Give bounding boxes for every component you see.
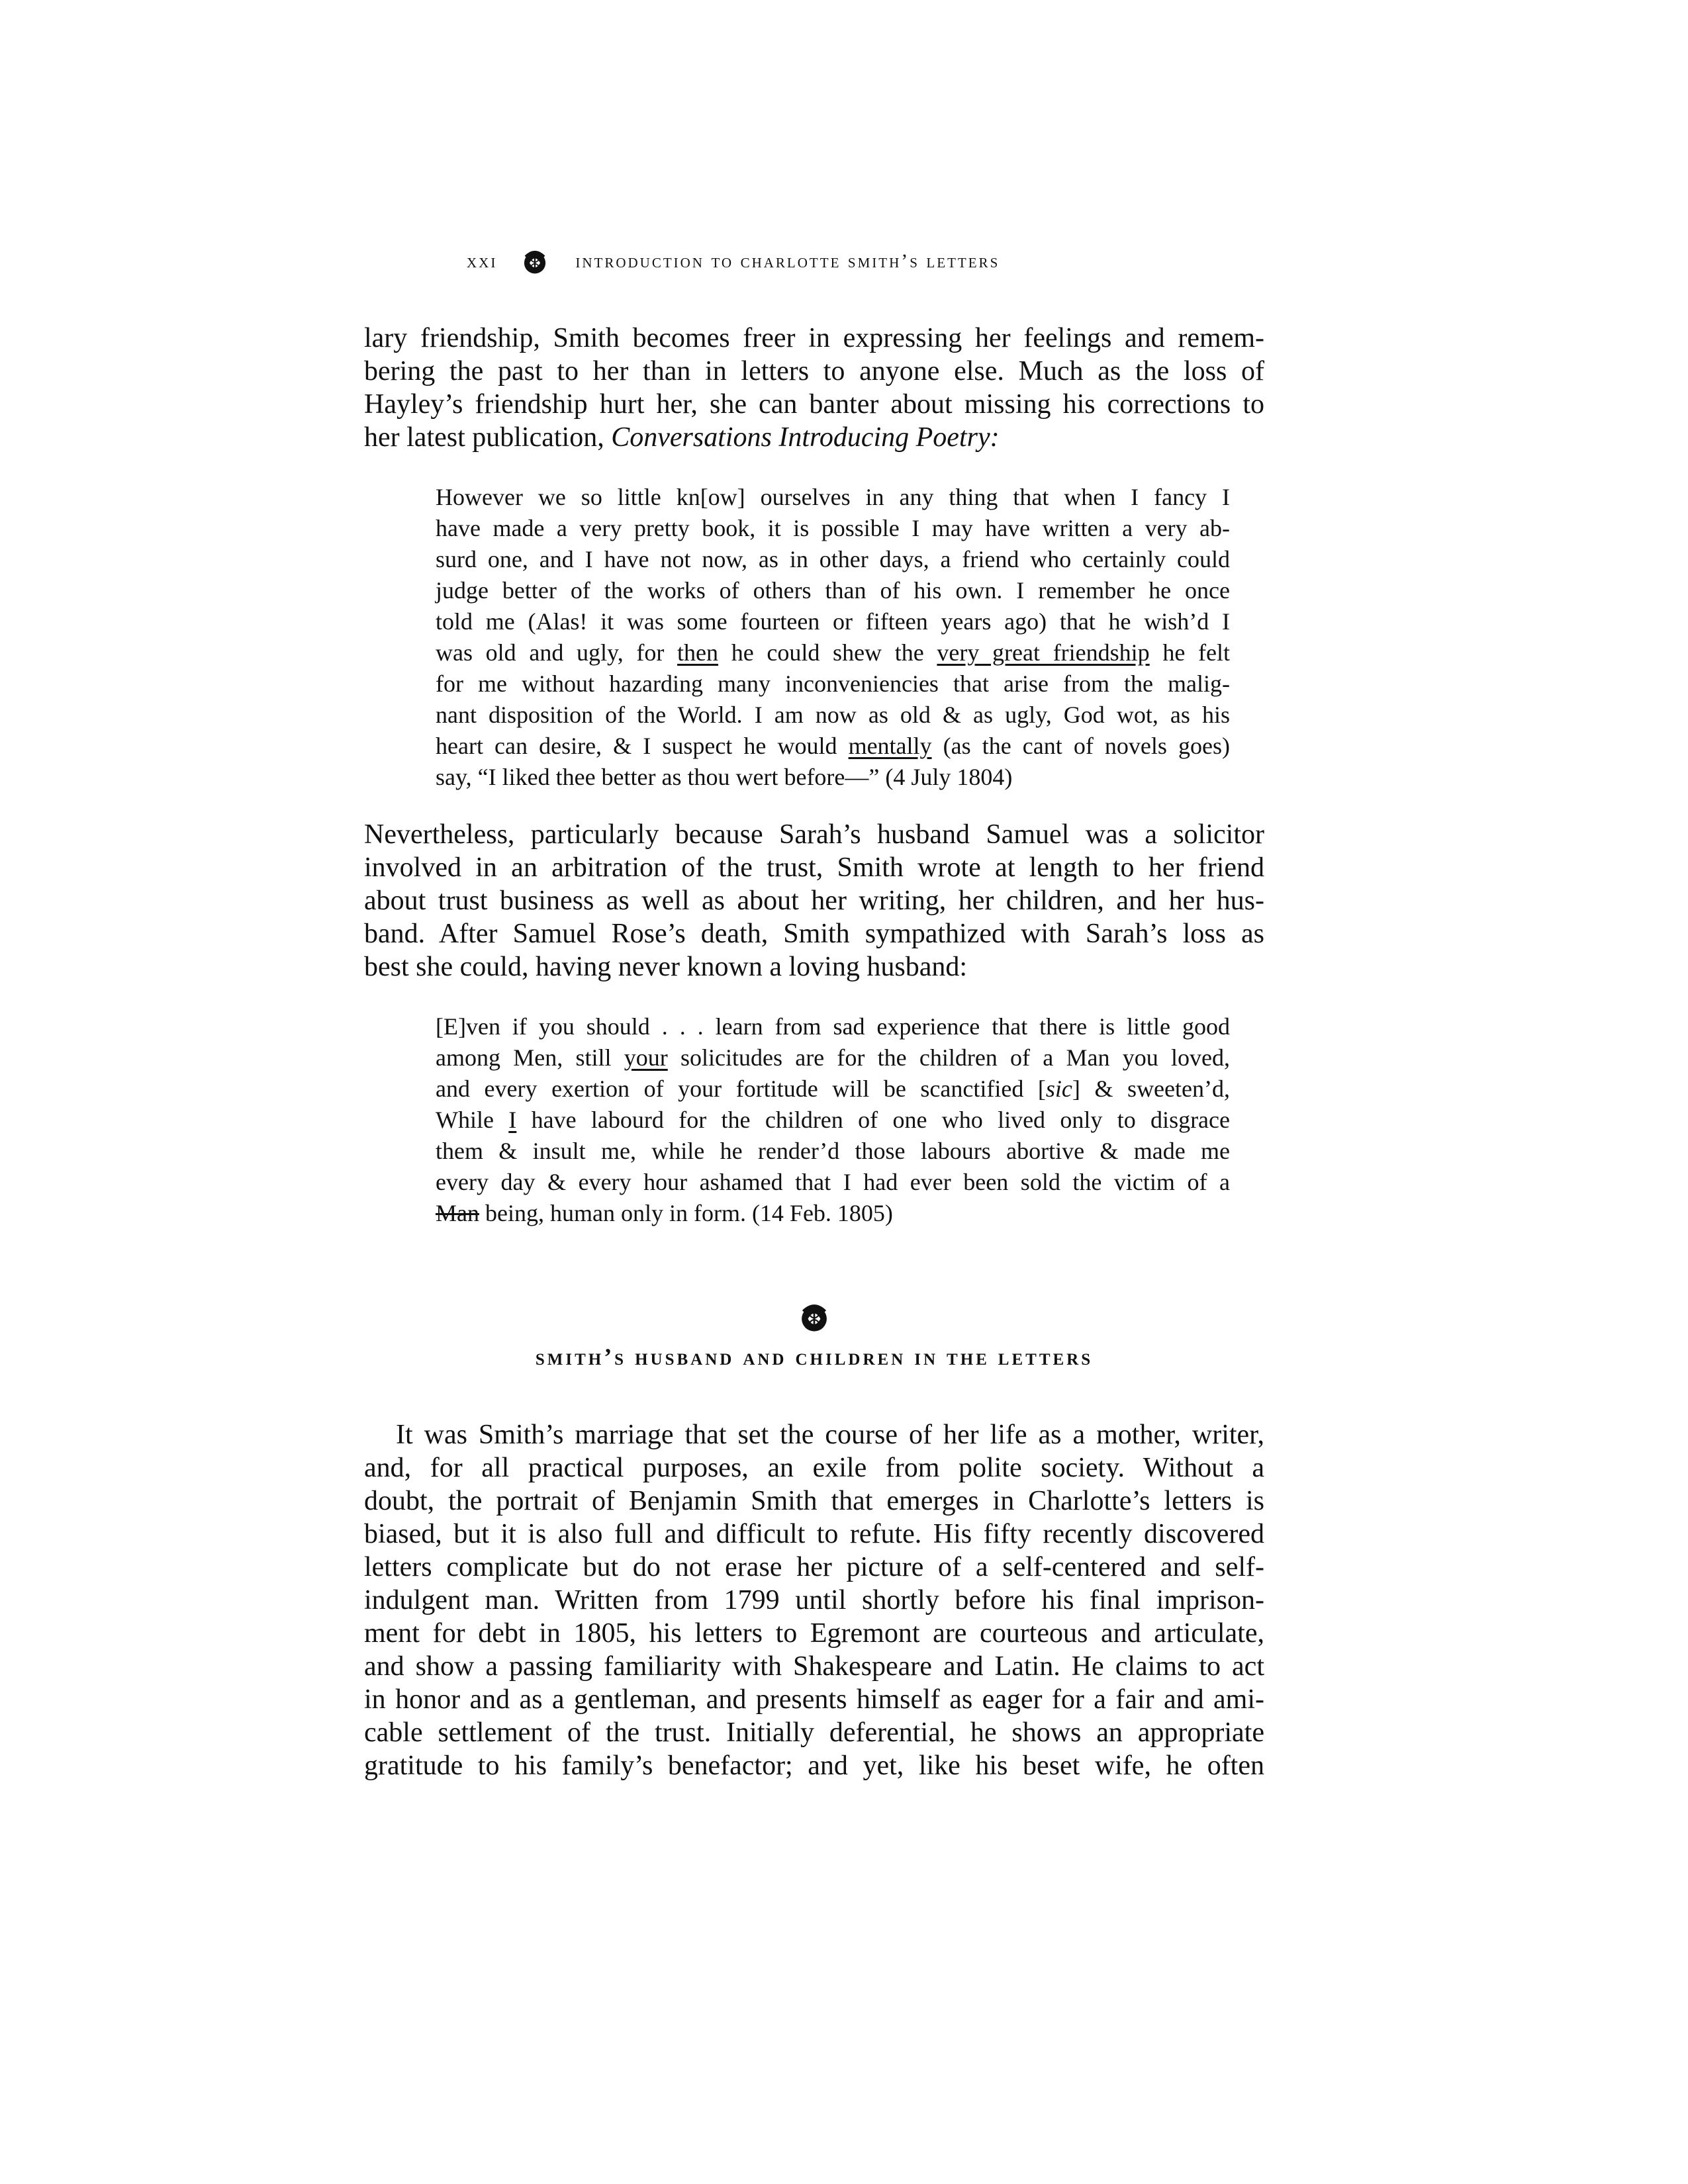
running-head-title: introduction to charlotte smith’s letters (575, 250, 1000, 272)
underlined-word: your (624, 1044, 668, 1071)
section-heading: smith’s husband and children in the letters (535, 1343, 1094, 1370)
thistle-ornament-icon (796, 1299, 832, 1335)
sic-marker: sic (1045, 1075, 1072, 1102)
paragraph-line: lary friendship, Smith becomes freer in expressing her feelings and remem- (364, 323, 1264, 353)
quote-line: them & insult me, while he render’d those labours abortive & made me (436, 1138, 1230, 1164)
quote-text: While (436, 1107, 509, 1133)
paragraph-2 (364, 818, 1264, 983)
quote-line: have made a very pretty book, it is possible I may have written a very ab- (436, 515, 1230, 541)
quote-text: being, human only in form. (14 Feb. 1805) (479, 1200, 893, 1226)
quote-line: [E]ven if you should . . . learn from sad experience that there is little good (436, 1013, 1230, 1040)
page (364, 238, 1264, 1782)
quote-line: every day & every hour ashamed that I had ever been sold the victim of a (436, 1169, 1230, 1195)
paragraph-line: biased, but it is also full and difficult to refute. His fifty recently discovered (364, 1519, 1264, 1549)
quote-text: have labourd for the children of one who lived only to disgrace (516, 1107, 1230, 1133)
book-title: Conversations Introducing Poetry: (611, 422, 1000, 453)
paragraph-line: bering the past to her than in letters to anyone else. Much as the loss of (364, 356, 1264, 387)
paragraph-3 (364, 1418, 1264, 1782)
thistle-ornament-icon (520, 246, 550, 277)
quote-text: (as the cant of novels goes) (931, 733, 1230, 759)
paragraph-line: cable settlement of the trust. Initially deferential, he shows an appropriate (364, 1717, 1264, 1748)
quote-line (436, 1042, 1230, 1073)
paragraph-line: about trust business as well as about her writing, her children, and her hus- (364, 886, 1264, 916)
quote-line: surd one, and I have not now, as in other days, a friend who certainly could (436, 546, 1230, 572)
paragraph-1 (364, 322, 1264, 454)
paragraph-line: indulgent man. Written from 1799 until shortly before his final imprison- (364, 1585, 1264, 1615)
quote-line: for me without hazarding many inconveniencies that arise from the malig- (436, 670, 1230, 697)
underlined-word: mentally (848, 733, 932, 759)
quote-line: say, “I liked thee better as thou wert before—” (4 July 1804) (436, 764, 1013, 790)
quote-line (436, 1105, 1230, 1136)
page-number: xxi (467, 250, 498, 272)
paragraph-line: letters complicate but do not erase her picture of a self-centered and self- (364, 1552, 1264, 1582)
paragraph-line: and, for all practical purposes, an exile from polite society. Without a (364, 1453, 1264, 1483)
quote-text: he felt (1149, 639, 1230, 666)
quote-line (436, 1198, 1230, 1229)
paragraph-line: gratitude to his family’s benefactor; and yet, like his beset wife, he often (364, 1751, 1264, 1781)
quote-text: and every exertion of your fortitude will be scanctified [ (436, 1075, 1046, 1102)
quote-line (436, 637, 1230, 668)
paragraph-line: in honor and as a gentleman, and presents himself as eager for a fair and ami- (364, 1684, 1264, 1715)
running-head (467, 238, 1264, 285)
quote-text: ] & sweeten’d, (1072, 1075, 1230, 1102)
quote-line: told me (Alas! it was some fourteen or fifteen years ago) that he wish’d I (436, 608, 1230, 635)
quote-text: solicitudes are for the children of a Man you loved, (667, 1044, 1230, 1071)
underlined-phrase: very great friendship (937, 639, 1150, 666)
underlined-word: I (508, 1107, 517, 1133)
quote-text: among Men, still (436, 1044, 624, 1071)
quote-line: judge better of the works of others than of his own. I remember he once (436, 577, 1230, 604)
paragraph-line: band. After Samuel Rose’s death, Smith sympathized with Sarah’s loss as (364, 919, 1264, 949)
underlined-word: then (677, 639, 719, 666)
block-quote-2 (364, 1011, 1230, 1229)
quote-line: However we so little kn[ow] ourselves in any thing that when I fancy I (436, 484, 1230, 510)
paragraph-line-text: her latest publication, (364, 422, 612, 453)
quote-line: nant disposition of the World. I am now as old & as ugly, God wot, as his (436, 702, 1230, 728)
paragraph-line: ment for debt in 1805, his letters to Egremont are courteous and articulate, (364, 1618, 1264, 1649)
paragraph-line: doubt, the portrait of Benjamin Smith that emerges in Charlotte’s letters is (364, 1486, 1264, 1516)
paragraph-line: It was Smith’s marriage that set the course of her life as a mother, writer, (396, 1420, 1264, 1450)
quote-line (436, 1073, 1230, 1105)
block-quote-1 (364, 482, 1230, 793)
paragraph-line: involved in an arbitration of the trust, Smith wrote at length to her friend (364, 852, 1264, 883)
quote-text: he could shew the (718, 639, 937, 666)
quote-text: heart can desire, & I suspect he would (436, 733, 849, 759)
paragraph-line: Hayley’s friendship hurt her, she can banter about missing his corrections to (364, 389, 1264, 420)
paragraph-line: best she could, having never known a loving husband: (364, 952, 967, 982)
struck-word: Man (436, 1200, 479, 1226)
paragraph-line: and show a passing familiarity with Shakespeare and Latin. He claims to act (364, 1651, 1264, 1682)
quote-text: was old and ugly, for (436, 639, 678, 666)
paragraph-line (364, 421, 1264, 454)
quote-line (436, 731, 1230, 762)
paragraph-line: Nevertheless, particularly because Sarah’s husband Samuel was a solicitor (364, 819, 1264, 850)
